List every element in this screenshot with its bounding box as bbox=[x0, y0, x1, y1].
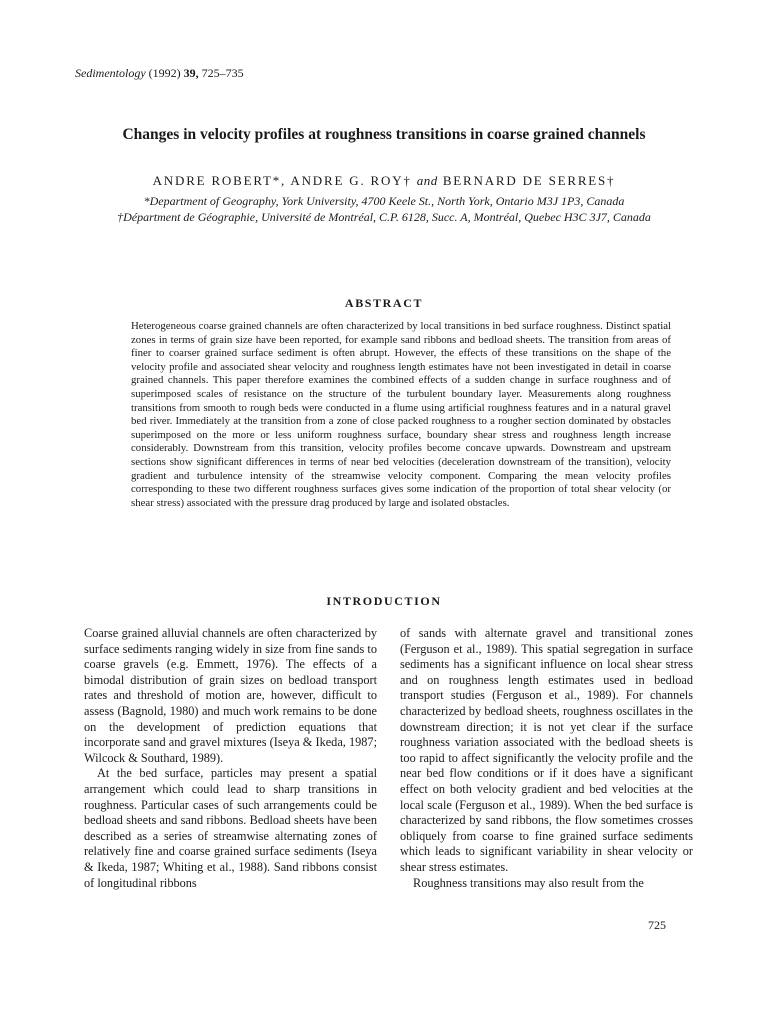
affiliation-montreal: †Départment de Géographie, Université de Montréal, C.P. 6128, Succ. A, Montréal, Quebec H3C 3J7, Canada bbox=[117, 210, 651, 224]
journal-pages: 725–735 bbox=[201, 66, 244, 80]
authors-last: BERNARD DE SERRES† bbox=[442, 173, 616, 188]
right-column bbox=[400, 626, 693, 891]
journal-reference bbox=[75, 66, 244, 81]
journal-year: (1992) bbox=[148, 66, 181, 80]
page-number: 725 bbox=[648, 918, 666, 932]
intro-paragraph: Coarse grained alluvial channels are often characterized by surface sediments ranging widely in size from fine sands to coarse gravels (e.g. Emmett, 1976). The effects of a bimodal distribution of grain sizes on bedload transport rates and threshold of motion are, however, difficult to assess (Bagnold, 1980) and much work remains to be done on the development of prediction equations that incorporate sand and gravel mixtures (Iseya & Ikeda, 1987; Wilcock & Southard, 1989). bbox=[84, 626, 377, 765]
journal-name: Sedimentology bbox=[75, 66, 146, 80]
intro-paragraph: of sands with alternate gravel and transitional zones (Ferguson et al., 1989). This spatial segregation in surface sediments has a significant influence on local shear stress and on roughness length estimates used in bedload transport studies (Ferguson et al., 1989). For channels characterized by bedload sheets, roughness oscillates in the downstream direction; it is not yet clear if the surface roughness variation associated with the bedload sheets is too rapid to affect significantly the velocity profile and the near bed flow conditions or if it does have a significant effect on both velocity gradient and bed velocities at the local scale (Ferguson et al., 1989). When the bed surface is characterized by sand ribbons, the flow sometimes crosses obliquely from coarse to fine grained surface sediments which leads to significant variability in shear velocity or shear stress estimates. bbox=[400, 626, 693, 874]
introduction-heading: INTRODUCTION bbox=[326, 594, 442, 608]
author-list bbox=[0, 173, 768, 189]
abstract-heading: ABSTRACT bbox=[344, 296, 424, 310]
paper-title: Changes in velocity profiles at roughness transitions in coarse grained channels bbox=[122, 126, 646, 143]
intro-paragraph: Roughness transitions may also result from the bbox=[413, 875, 644, 890]
intro-paragraph: At the bed surface, particles may present a spatial arrangement which could lead to sharp transitions in roughness. Particular cases of such arrangements could be bedload sheets and sand ribbons. Bedload sheets have been described as a series of streamwise alternating zones of relatively fine and coarse grained surface sediments (Iseya & Ikeda, 1987; Whiting et al., 1988). Sand ribbons consist of longitudinal ribbons bbox=[84, 766, 377, 890]
authors-conjunction: and bbox=[416, 173, 438, 188]
abstract-body: Heterogeneous coarse grained channels are often characterized by local transitions in bed surface roughness. Distinct spatial zones in terms of grain size have been reported, for example sand ribbons and bedload sheets. The transition from areas of finer to coarser grained surface sediment is often abrupt. However, the effects of these transitions on the shape of the velocity profile and associated shear velocity and roughness length estimates have not been investigated in detail in coarse grained channels. This paper therefore examines the combined effects of a sudden change in surface roughness and of superimposed scales of resistance on the structure of the turbulent boundary layer. Measurements along roughness transitions from smooth to rough beds were conducted in a flume using artificial roughness features and in a natural gravel bed river. Immediately at the transition from a zone of close packed roughness to a rougher section dominated by obstacles superimposed on the more or less uniform roughness surface, boundary shear stress and roughness length increase considerably. Downstream from this transition, velocity profiles become concave upwards. Downstream and upstream sections show significant differences in terms of near bed velocities (deceleration downstream of the transition), velocity gradient and turbulence intensity of the streamwise velocity component. Comparing the mean velocity profiles corresponding to these two different roughness surfaces gives some indication of the proportion of total shear velocity (or shear stress) associated with the pressure drag produced by large and isolated obstacles. bbox=[131, 320, 671, 509]
affiliation-york: *Department of Geography, York University, 4700 Keele St., North York, Ontario M3J 1P3, Canada bbox=[143, 194, 625, 208]
left-column bbox=[84, 626, 377, 891]
journal-volume: 39, bbox=[183, 66, 199, 80]
authors-first: ANDRE ROBERT*, ANDRE G. ROY† bbox=[152, 173, 412, 188]
